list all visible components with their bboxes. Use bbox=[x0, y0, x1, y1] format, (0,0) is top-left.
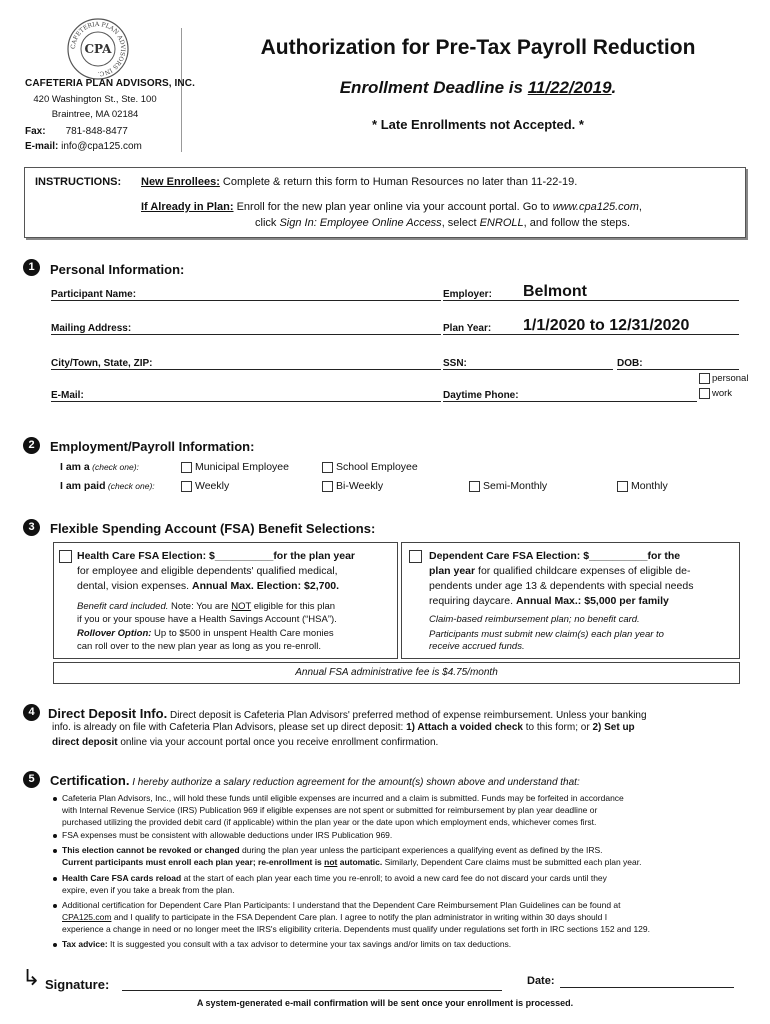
plan-year-label: Plan Year: bbox=[443, 323, 492, 334]
dependent-care-fsa-checkbox[interactable] bbox=[409, 550, 422, 563]
confirmation-footer: A system-generated e-mail confirmation will be sent once your enrollment is processed. bbox=[196, 998, 574, 1008]
pay-frequency-label: I am paid (check one): bbox=[60, 480, 155, 492]
municipal-employee-checkbox[interactable] bbox=[181, 462, 192, 473]
ssn-label: SSN: bbox=[443, 358, 467, 369]
signature-arrow-icon: ↳ bbox=[22, 966, 41, 991]
participant-name-field[interactable] bbox=[51, 300, 441, 301]
hc-line-4: Benefit card included. Note: You are NOT eligible for this plan bbox=[77, 601, 336, 612]
municipal-employee-label: Municipal Employee bbox=[195, 461, 289, 473]
dc-line-6: Participants must submit new claim(s) each plan year to bbox=[429, 629, 664, 640]
certification-title: Certification. bbox=[50, 773, 130, 788]
email-value[interactable]: info@cpa125.com bbox=[61, 141, 142, 152]
signature-label: Signature: bbox=[45, 977, 110, 992]
cert-b1-l2: with Internal Revenue Service (IRS) Publication 969 if eligible expenses are not spent or submitted for reimbursement by plan year deadline or bbox=[62, 805, 598, 815]
bullet bbox=[53, 904, 57, 908]
fax-label: Fax: bbox=[25, 126, 46, 137]
plan-year-value: 1/1/2020 to 12/31/2020 bbox=[523, 317, 690, 334]
ssn-field[interactable] bbox=[443, 369, 613, 370]
date-label: Date: bbox=[527, 975, 555, 987]
bullet bbox=[53, 834, 57, 838]
late-enrollment-note: * Late Enrollments not Accepted. * bbox=[372, 117, 584, 132]
email-field[interactable] bbox=[51, 401, 441, 402]
page-title: Authorization for Pre-Tax Payroll Reduction bbox=[260, 36, 696, 59]
daytime-phone-field[interactable] bbox=[443, 401, 697, 402]
daytime-phone-label: Daytime Phone: bbox=[443, 390, 519, 401]
enrollment-deadline: Enrollment Deadline is 11/22/2019. bbox=[339, 78, 617, 97]
employment-info-title: Employment/Payroll Information: bbox=[50, 439, 255, 454]
admin-fee-text: Annual FSA administrative fee is $4.75/month bbox=[295, 667, 498, 678]
dc-line-4: requiring daycare. Annual Max.: $5,000 per family bbox=[429, 595, 669, 607]
email-line bbox=[25, 141, 142, 152]
monthly-checkbox[interactable] bbox=[617, 481, 628, 492]
dc-line-2: plan year for qualified childcare expenses of eligible de- bbox=[429, 565, 691, 577]
employee-type-label: I am a (check one): bbox=[60, 461, 139, 473]
dob-field[interactable] bbox=[617, 369, 739, 370]
company-address-line1: 420 Washington St., Ste. 100 bbox=[33, 94, 157, 105]
bullet bbox=[53, 797, 57, 801]
cert-b5-l1: Additional certification for Dependent Care Plan Participants: I understand that the Dependent Care Reimbursement Plan Guidelines can be found at bbox=[62, 900, 621, 910]
instructions-label: INSTRUCTIONS: bbox=[35, 176, 122, 188]
hc-line-7: can roll over to the new plan year as long as you re-enroll. bbox=[77, 641, 321, 652]
email-label-field: E-Mail: bbox=[51, 390, 84, 401]
bullet bbox=[53, 943, 57, 947]
participant-name-label: Participant Name: bbox=[51, 289, 137, 300]
fax-value: 781-848-8477 bbox=[65, 126, 128, 137]
section-number-4: 4 bbox=[23, 704, 40, 721]
cert-b5-l2: CPA125.com and I qualify to participate in the FSA Dependent Care plan. I agree to notify the plan administrator in writing within 30 days should I bbox=[62, 912, 608, 922]
mailing-address-label: Mailing Address: bbox=[51, 323, 132, 334]
mailing-address-field[interactable] bbox=[51, 334, 441, 335]
semimonthly-checkbox[interactable] bbox=[469, 481, 480, 492]
signature-field[interactable] bbox=[122, 990, 502, 991]
cert-b4-l2: expire, even if you take a break from the plan. bbox=[62, 885, 235, 895]
school-employee-checkbox[interactable] bbox=[322, 462, 333, 473]
fsa-title: Flexible Spending Account (FSA) Benefit Selections: bbox=[50, 521, 376, 536]
city-state-zip-field[interactable] bbox=[51, 369, 441, 370]
dc-line-7: receive accrued funds. bbox=[429, 641, 525, 652]
email-label: E-mail: bbox=[25, 141, 59, 152]
instructions-already-in-plan: If Already in Plan: Enroll for the new plan year online via your account portal. Go to www.cpa125.com, bbox=[141, 201, 642, 213]
cert-b1-l3: purchased utilizing the provided debit card (if applicable) within the plan year or the date upon which employment ends, whichever comes first. bbox=[62, 817, 597, 827]
weekly-label: Weekly bbox=[195, 480, 230, 492]
plan-year-field[interactable] bbox=[443, 334, 739, 335]
direct-deposit-line-3: direct deposit online via your account portal once you receive enrollment confirmation. bbox=[52, 737, 439, 748]
header-divider bbox=[181, 28, 182, 152]
weekly-checkbox[interactable] bbox=[181, 481, 192, 492]
phone-personal-checkbox[interactable] bbox=[699, 373, 710, 384]
dependent-care-fsa-title: Dependent Care FSA Election: $__________for the bbox=[429, 550, 681, 562]
employer-field[interactable] bbox=[443, 300, 739, 301]
logo-text: CPA bbox=[84, 42, 112, 56]
section-number-3: 3 bbox=[23, 519, 40, 536]
fax-line bbox=[25, 126, 128, 137]
date-field[interactable] bbox=[560, 987, 734, 988]
monthly-label: Monthly bbox=[631, 480, 668, 492]
cpa125-link[interactable]: CPA125.com bbox=[62, 912, 112, 922]
cert-b2-l1: FSA expenses must be consistent with allowable deductions under IRS Publication 969. bbox=[62, 830, 393, 840]
cert-b3-l2: Current participants must enroll each plan year; re-enrollment is not automatic. Similarly, Dependent Care claims must be submitted each plan year. bbox=[62, 857, 642, 867]
instructions-new-enrollees: New Enrollees: Complete & return this form to Human Resources no later than 11-22-19. bbox=[141, 176, 578, 188]
cert-b4-l1: Health Care FSA cards reload at the start of each plan year each time you re-enroll; to avoid a new card fee do not discard your cards until they bbox=[62, 873, 607, 883]
section-number-5: 5 bbox=[23, 771, 40, 788]
phone-work-label: work bbox=[712, 388, 733, 399]
health-care-fsa-title: Health Care FSA Election: $__________for the plan year bbox=[77, 550, 356, 562]
personal-info-title: Personal Information: bbox=[50, 262, 185, 277]
employer-label: Employer: bbox=[443, 289, 492, 300]
instructions-steps: click Sign In: Employee Online Access, select ENROLL, and follow the steps. bbox=[255, 217, 631, 229]
bullet bbox=[53, 877, 57, 881]
cert-b3-l1: This election cannot be revoked or changed during the plan year unless the participant experiences a qualifying event as defined by the IRS. bbox=[62, 845, 603, 855]
phone-work-checkbox[interactable] bbox=[699, 388, 710, 399]
direct-deposit-title: Direct Deposit Info. bbox=[48, 706, 168, 721]
direct-deposit-line-1: Direct Deposit Info. Direct deposit is Cafeteria Plan Advisors' preferred method of expense reimbursement. Unless your banking bbox=[48, 706, 647, 721]
phone-personal-label: personal bbox=[712, 373, 749, 384]
hc-line-3: dental, vision expenses. Annual Max. Election: $2,700. bbox=[77, 580, 340, 592]
company-name: CAFETERIA PLAN ADVISORS, INC. bbox=[25, 78, 195, 89]
cert-b6-l1: Tax advice: It is suggested you consult with a tax advisor to determine your tax savings and/or limits on tax deductions. bbox=[62, 939, 512, 949]
deadline-date: 11/22/2019 bbox=[527, 78, 612, 97]
dc-line-3: pendents under age 13 & dependents with special needs bbox=[429, 580, 694, 592]
cpa-logo bbox=[66, 17, 130, 81]
dc-line-5: Claim-based reimbursement plan; no benefit card. bbox=[429, 614, 640, 625]
bullet bbox=[53, 849, 57, 853]
hc-line-6: Rollover Option: Up to $500 in unspent Health Care monies bbox=[77, 628, 334, 639]
health-care-amount-field[interactable]: __________ bbox=[214, 550, 274, 562]
certification-intro: Certification. I hereby authorize a salary reduction agreement for the amount(s) shown above and understand that: bbox=[50, 773, 580, 788]
company-address-line2: Braintree, MA 02184 bbox=[51, 109, 139, 120]
cert-b1-l1: Cafeteria Plan Advisors, Inc., will hold these funds until eligible expenses are incurred and a claim is submitted. Funds may be forfeited in accordance bbox=[62, 793, 624, 803]
hc-line-5: if you or your spouse have a Health Savings Account (“HSA”). bbox=[77, 614, 337, 625]
dependent-care-amount-field[interactable]: __________ bbox=[589, 550, 648, 562]
semimonthly-label: Semi-Monthly bbox=[483, 480, 548, 492]
section-number-2: 2 bbox=[23, 437, 40, 454]
city-state-zip-label: City/Town, State, ZIP: bbox=[51, 358, 153, 369]
cert-b5-l3: experience a change in need or no longer meet the IRS's eligibility criteria. Dependents must qualify under regulations set forth in IRC sections 152 and 129. bbox=[62, 924, 650, 934]
school-employee-label: School Employee bbox=[336, 461, 418, 473]
biweekly-checkbox[interactable] bbox=[322, 481, 333, 492]
health-care-fsa-checkbox[interactable] bbox=[59, 550, 72, 563]
section-number-1: 1 bbox=[23, 259, 40, 276]
direct-deposit-line-2: info. is already on file with Cafeteria Plan Advisors, please set up direct deposit: 1) Attach a voided check to this form; or 2) Set up bbox=[52, 722, 635, 733]
hc-line-2: for employee and eligible dependents' qualified medical, bbox=[77, 565, 338, 577]
employer-value: Belmont bbox=[523, 283, 587, 300]
portal-link[interactable]: www.cpa125.com bbox=[552, 201, 639, 213]
dob-label: DOB: bbox=[617, 358, 643, 369]
logo-ring-text: CAFETERIA PLAN ADVISORS INC. bbox=[69, 20, 127, 78]
biweekly-label: Bi-Weekly bbox=[336, 480, 384, 492]
